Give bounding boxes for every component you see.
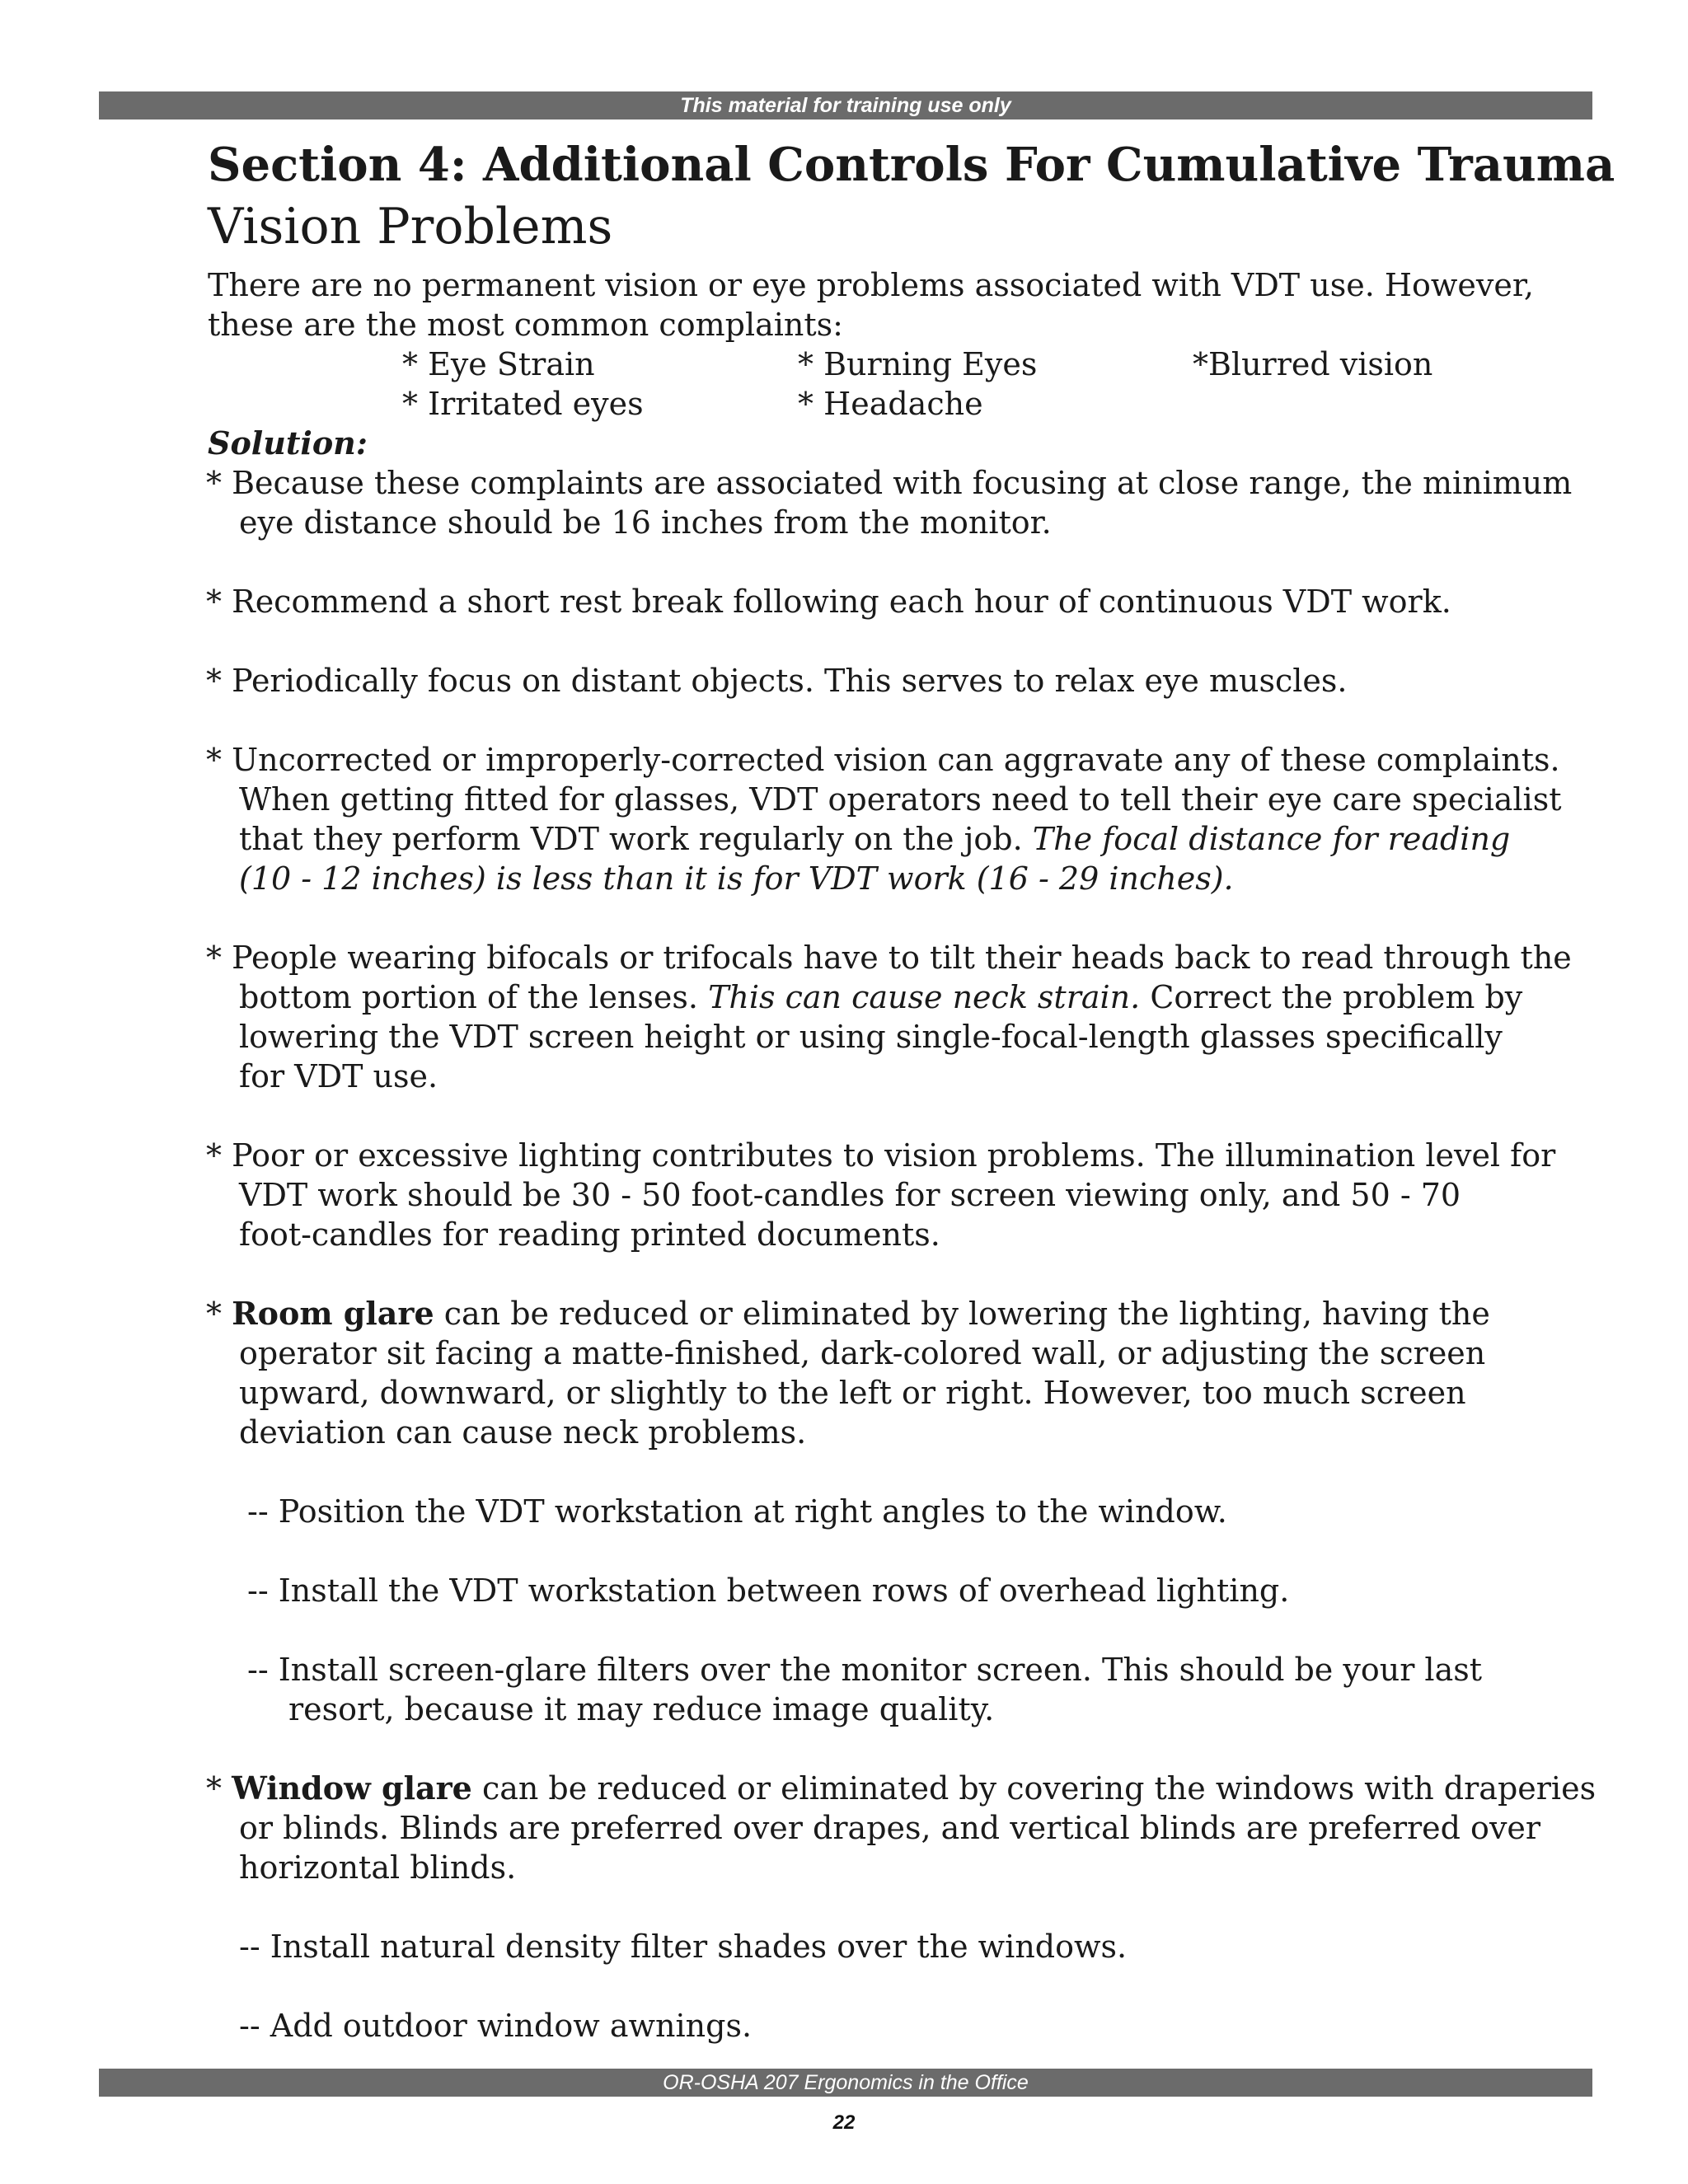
window-glare-term: Window glare	[232, 1769, 472, 1807]
bullet-line: lowering the VDT screen height or using single-focal-length glasses specifically	[239, 1019, 1503, 1055]
bullet-line: deviation can cause neck problems.	[239, 1414, 807, 1451]
bullet-line	[239, 977, 1522, 1017]
complaint-item: *Blurred vision	[1193, 346, 1433, 382]
footer-bar: OR-OSHA 207 Ergonomics in the Office	[99, 2069, 1592, 2097]
bullet-line: horizontal blinds.	[239, 1849, 517, 1886]
bullet-line: * Poor or excessive lighting contributes to vision problems. The illumination level for	[206, 1137, 1556, 1174]
bullet-star: *	[206, 1770, 232, 1807]
sub-item: resort, because it may reduce image quality.	[288, 1691, 995, 1727]
training-banner: This material for training use only	[99, 91, 1592, 120]
intro-line: There are no permanent vision or eye problems associated with VDT use. However,	[208, 267, 1534, 303]
italic-note: (10 - 12 inches) is less than it is for VDT work (16 - 29 inches).	[239, 860, 1234, 897]
intro-line: these are the most common complaints:	[208, 307, 843, 343]
complaint-item: * Eye Strain	[402, 346, 595, 382]
room-glare-term: Room glare	[232, 1295, 434, 1332]
sub-item: -- Install the VDT workstation between rows of overhead lighting.	[247, 1572, 1290, 1609]
bullet-line	[206, 1769, 1596, 1808]
sub-item: -- Install screen-glare filters over the monitor screen. This should be your last	[247, 1652, 1483, 1688]
bullet-line: VDT work should be 30 - 50 foot-candles for screen viewing only, and 50 - 70	[239, 1177, 1461, 1213]
bullet-line: for VDT use.	[239, 1058, 438, 1094]
bullet-line: * Uncorrected or improperly-corrected vision can aggravate any of these complaints.	[206, 742, 1560, 778]
bullet-line: upward, downward, or slightly to the left or right. However, too much screen	[239, 1375, 1466, 1411]
bullet-line	[206, 1294, 1490, 1333]
italic-note: The focal distance for reading	[1032, 821, 1511, 857]
bullet-line: * Recommend a short rest break following each hour of continuous VDT work.	[206, 583, 1451, 620]
italic-note: This can cause neck strain.	[708, 979, 1141, 1015]
text-run: bottom portion of the lenses.	[239, 979, 709, 1015]
sub-item: -- Add outdoor window awnings.	[239, 2008, 753, 2044]
complaint-item: * Irritated eyes	[402, 386, 644, 422]
section-heading: Section 4: Additional Controls For Cumulative Trauma	[208, 138, 1615, 192]
complaint-item: * Burning Eyes	[798, 346, 1038, 382]
page-number: 22	[832, 2111, 856, 2134]
bullet-line: operator sit facing a matte-finished, dark-colored wall, or adjusting the screen	[239, 1335, 1486, 1371]
text-run: can be reduced or eliminated by covering the windows with draperies	[471, 1770, 1597, 1807]
bullet-line: foot-candles for reading printed documents.	[239, 1216, 940, 1253]
text-run: can be reduced or eliminated by lowering the lighting, having the	[434, 1296, 1490, 1332]
bullet-line: When getting fitted for glasses, VDT operators need to tell their eye care specialist	[239, 781, 1562, 818]
sub-item: -- Position the VDT workstation at right angles to the window.	[247, 1493, 1227, 1530]
complaint-item: * Headache	[798, 386, 983, 422]
text-run: Correct the problem by	[1140, 979, 1523, 1015]
bullet-line: eye distance should be 16 inches from the monitor.	[239, 504, 1052, 541]
solution-label: Solution:	[208, 424, 368, 462]
bullet-line: * People wearing bifocals or trifocals have to tilt their heads back to read through the	[206, 940, 1572, 976]
bullet-line	[239, 819, 1510, 859]
text-run: that they perform VDT work regularly on the job.	[239, 821, 1033, 857]
sub-item: -- Install natural density filter shades over the windows.	[239, 1929, 1128, 1965]
bullet-line: * Periodically focus on distant objects. This serves to relax eye muscles.	[206, 663, 1348, 699]
bullet-star: *	[206, 1296, 232, 1332]
page-title: Vision Problems	[208, 198, 613, 255]
bullet-line: or blinds. Blinds are preferred over drapes, and vertical blinds are preferred over	[239, 1810, 1541, 1846]
bullet-line: * Because these complaints are associated with focusing at close range, the minimum	[206, 465, 1573, 501]
